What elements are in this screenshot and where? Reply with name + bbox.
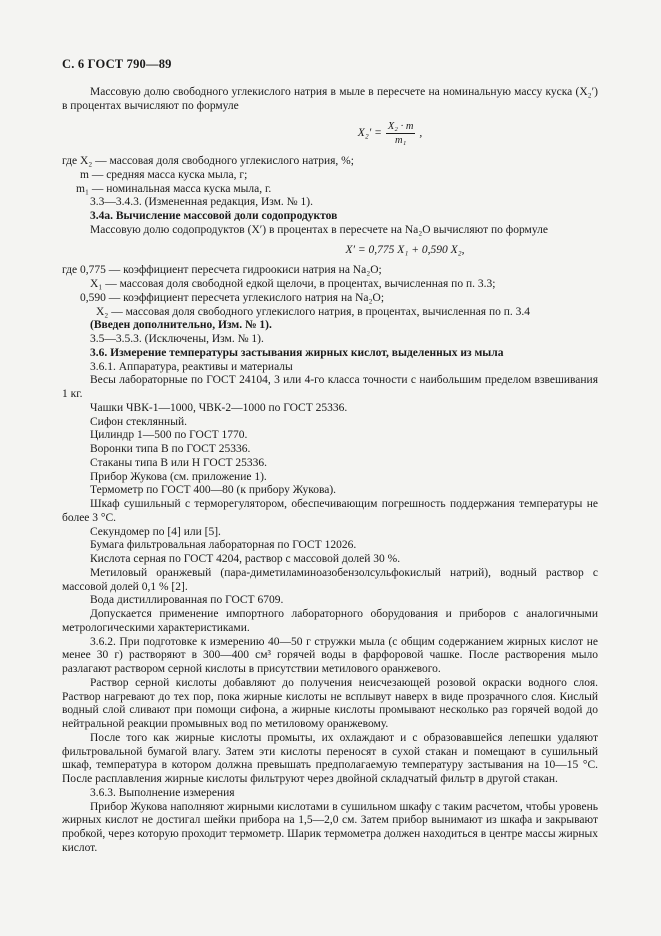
paragraph: 3.6.2. При подготовке к измерению 40—50 г стружки мыла (с общим содержанием жирных кислот не менее 30 г) растворяют в 300—400 см³ горячей воды в фарфоровой чашке. После растворения мыло разлагают раствором серной кислоты в присутствии метилового оранжевого.: [62, 635, 598, 675]
formula-numerator: X₂ · m: [386, 120, 416, 135]
list-item: Цилиндр 1—500 по ГОСТ 1770.: [90, 429, 248, 442]
legend-line: 0,590 — коэффициент пересчета углекислого натрия на Na₂O;: [80, 291, 385, 304]
list-item: Термометр по ГОСТ 400—80 (к прибору Жукова).: [90, 484, 337, 497]
list-item: Секундомер по [4] или [5].: [90, 525, 221, 538]
formula-fraction: [386, 120, 416, 149]
legend-line: X₁ — массовая доля свободной едкой щелочи, в процентах, вычисленная по п. 3.3;: [90, 278, 496, 290]
amendment-note: 3.5—3.5.3. (Исключены, Изм. № 1).: [90, 333, 264, 345]
formula-x-prime: X′ = 0,775 X₁ + 0,590 X₂,: [345, 243, 465, 256]
formula-denominator: m₁: [395, 135, 407, 147]
legend-line: где X₂ — массовая доля свободного углекислого натрия, %;: [62, 155, 354, 167]
paragraph: Весы лабораторные по ГОСТ 24104, 3 или 4-го класса точности с наибольшим пределом взвешивания 1 кг.: [62, 374, 598, 400]
list-item: Бумага фильтровальная лабораторная по ГОСТ 12026.: [90, 539, 357, 552]
legend-line: m — средняя масса куска мыла, г;: [80, 168, 248, 181]
formula-x2-prime: [62, 120, 598, 149]
list-item: Воронки типа В по ГОСТ 25336.: [90, 443, 251, 455]
page-header: С. 6 ГОСТ 790—89: [62, 57, 172, 71]
paragraph: Раствор серной кислоты добавляют до получения неисчезающей розовой окраски водного слоя. Раствор нагревают до тех пор, пока жирные кислоты не всплывут наверх в виде прозрачного слоя. Кислый водный слой сливают при помощи сифона, а жирные кислоты промывают несколько раз горячей водой до нейтральной реакции промывных вод по метиловому оранжевому.: [62, 676, 598, 730]
section-heading: 3.6. Измерение температуры застывания жирных кислот, выделенных из мыла: [90, 346, 504, 359]
legend-line: X₂ — массовая доля свободного углекислого натрия, в процентах, вычисленная по п. 3.4: [96, 305, 531, 318]
amendment-note: (Введен дополнительно, Изм. № 1).: [90, 319, 272, 332]
subsection-heading: 3.6.3. Выполнение измерения: [90, 786, 235, 799]
amendment-note: 3.3—3.4.3. (Измененная редакция, Изм. № 1).: [90, 196, 313, 209]
paragraph: Массовую долю содопродуктов (X′) в процентах в пересчете на Na₂O вычисляют по формуле: [90, 223, 548, 236]
paragraph: После того как жирные кислоты промыты, их охлаждают и с образовавшейся лепешки удаляют фильтровальной бумагой влагу. Затем эти кислоты переносят в сухой стакан и помещают в сушильный шкаф, температура в котором должна превышать предполагаемую температуру застывания на 10—15 °С. После расплавления жирные кислоты фильтруют через двойной складчатый фильтр в другой стакан.: [62, 731, 598, 785]
subsection-heading: 3.6.1. Аппаратура, реактивы и материалы: [90, 360, 293, 373]
formula-lhs: X₂′ =: [357, 126, 382, 139]
legend-line: m₁ — номинальная масса куска мыла, г.: [76, 182, 272, 195]
list-item: Стаканы типа В или Н ГОСТ 25336.: [90, 456, 268, 469]
paragraph: Шкаф сушильный с терморегулятором, обеспечивающим погрешность поддержания температуры не более 3 °С.: [62, 498, 598, 524]
list-item: Прибор Жукова (см. приложение 1).: [90, 470, 267, 483]
document-body: [62, 86, 598, 856]
list-item: Чашки ЧВК-1—1000, ЧВК-2—1000 по ГОСТ 25336.: [90, 401, 348, 414]
formula-tail: ,: [419, 126, 423, 139]
paragraph: Допускается применение импортного лабораторного оборудования и приборов с аналогичными метрологическими характеристиками.: [62, 608, 598, 634]
paragraph: Массовую долю свободного углекислого натрия в мыле в пересчете на номинальную массу куска (X₂′) в процентах вычисляют по формуле: [62, 86, 598, 112]
list-item: Кислота серная по ГОСТ 4204, раствор с массовой долей 30 %.: [90, 553, 401, 565]
paragraph: Прибор Жукова наполняют жирными кислотами в сушильном шкафу с таким расчетом, чтобы уровень жирных кислот не достигал шейки прибора на 1,5—2,0 см. Затем прибор вынимают из шкафа и закрывают пробкой, через которую проходит термометр. Шарик термометра должен находиться в центре массы жирных кислот.: [62, 800, 598, 854]
legend-line: где 0,775 — коэффициент пересчета гидроокиси натрия на Na₂O;: [62, 264, 382, 277]
section-heading: 3.4а. Вычисление массовой доли содопродуктов: [90, 210, 338, 222]
list-item: Сифон стеклянный.: [90, 415, 187, 428]
list-item: Вода дистиллированная по ГОСТ 6709.: [90, 594, 284, 607]
paragraph: Метиловый оранжевый (пара-диметиламиноазобензолсульфокислый натрий), водный раствор с массовой долей 0,1 % [2].: [62, 566, 598, 593]
